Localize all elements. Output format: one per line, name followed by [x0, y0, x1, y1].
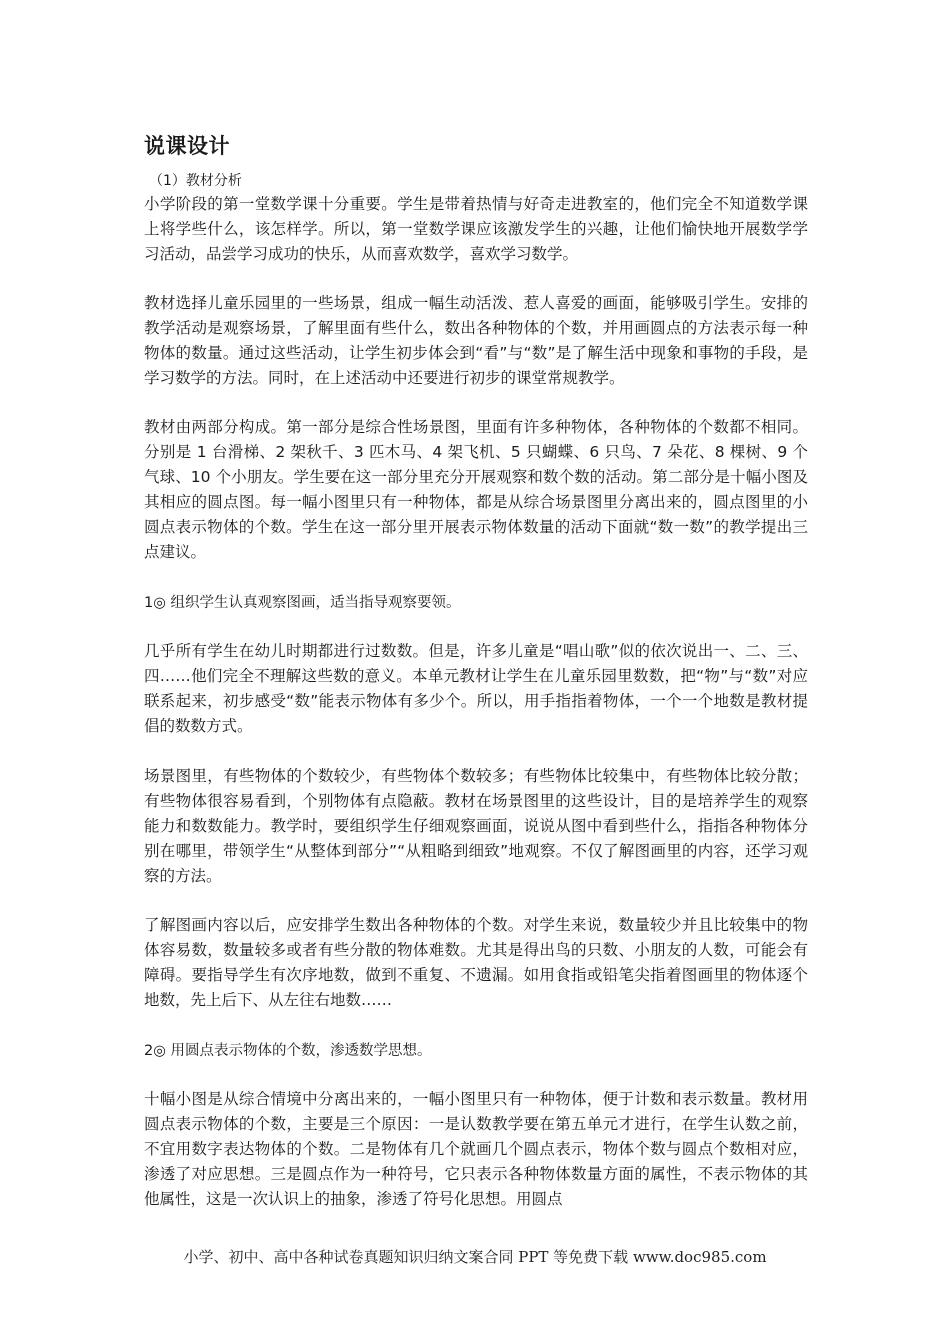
page-title: 说课设计	[144, 134, 230, 158]
section-heading: （1）教材分析	[149, 173, 242, 189]
footer-text: 小学、初中、高中各种试卷真题知识归纳文案合同 PPT 等免费下载 www.doc985.com	[183, 1248, 767, 1266]
paragraph-counting: 几乎所有学生在幼儿时期都进行过数数。但是，许多儿童是“唱山歌”似的依次说出一、二、三、四……他们完全不理解这些数的意义。本单元教材让学生在儿童乐园里数数，把“物”与“数”对应联系起来，初步感受“数”能表示物体有多少个。所以，用手指指着物体，一个一个地数是教材提倡的数数方式。	[144, 642, 808, 735]
paragraph-intro: 小学阶段的第一堂数学课十分重要。学生是带着热情与好奇走进教室的，他们完全不知道数学课上将学些什么，该怎样学。所以，第一堂数学课应该激发学生的兴趣，让他们愉快地开展数学学习活动，品尝学习成功的快乐，从而喜欢数学，喜欢学习数学。	[144, 195, 808, 263]
paragraph-materials-scene: 教材选择儿童乐园里的一些场景，组成一幅生动活泼、惹人喜爱的画面，能够吸引学生。安排的教学活动是观察场景，了解里面有些什么，数出各种物体的个数，并用画圆点的方法表示每一种物体的数量。通过这些活动，让学生初步体会到“看”与“数”是了解生活中现象和事物的手段，是学习数学的方法。同时，在上述活动中还要进行初步的课堂常规教学。	[144, 294, 808, 387]
paragraph-order-counting: 了解图画内容以后，应安排学生数出各种物体的个数。对学生来说，数量较少并且比较集中的物体容易数，数量较多或者有些分散的物体难数。尤其是得出鸟的只数、小朋友的人数，可能会有障碍。要指导学生有次序地数，做到不重复、不遗漏。如用食指或铅笔尖指着图画里的物体逐个地数，先上后下、从左往右地数……	[144, 916, 808, 1009]
paragraph-materials-structure: 教材由两部分构成。第一部分是综合性场景图，里面有许多种物体，各种物体的个数都不相同。分别是 1 台滑梯、2 架秋千、3 匹木马、4 架飞机、5 只蝴蝶、6 只鸟、7 朵花、8 棵树、9 个气球、10 个小朋友。学生要在这一部分里充分开展观察和数个数的活动。第二部分是十幅小图及其相应的圆点图。每一幅小图里只有一种物体，都是从综合场景图里分离出来的，圆点图里的小圆点表示物体的个数。学生在这一部分里开展表示物体数量的活动下面就“数一数”的教学提出三点建议。	[144, 418, 808, 561]
paragraph-dots: 十幅小图是从综合情境中分离出来的，一幅小图里只有一种物体，便于计数和表示数量。教材用圆点表示物体的个数，主要是三个原因：一是认数教学要在第五单元才进行，在学生认数之前，不宜用数字表达物体的个数。二是物体有几个就画几个圆点表示，物体个数与圆点个数相对应，渗透了对应思想。三是圆点作为一种符号，它只表示各种物体数量方面的属性，不表示物体的其他属性，这是一次认识上的抽象，渗透了符号化思想。用圆点	[144, 1090, 808, 1208]
suggestion-heading-2: 2◎ 用圆点表示物体的个数，渗透数学思想。	[144, 1043, 432, 1059]
suggestion-heading-1: 1◎ 组织学生认真观察图画，适当指导观察要领。	[144, 595, 461, 611]
paragraph-observation: 场景图里，有些物体的个数较少，有些物体个数较多；有些物体比较集中，有些物体比较分散；有些物体很容易看到，个别物体有点隐蔽。教材在场景图里的这些设计，目的是培养学生的观察能力和数数能力。教学时，要组织学生仔细观察画面，说说从图中看到些什么，指指各种物体分别在哪里，带领学生“从整体到部分”“从粗略到细致”地观察。不仅了解图画里的内容，还学习观察的方法。	[144, 767, 808, 885]
